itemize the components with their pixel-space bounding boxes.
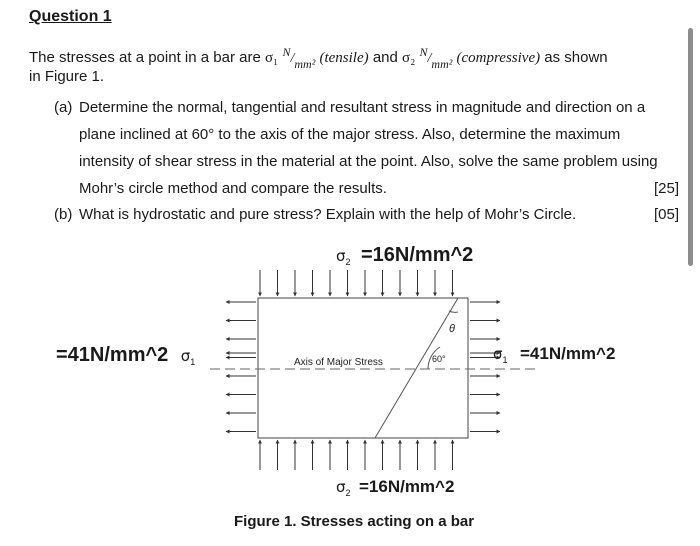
part-a-line-4: Mohr’s circle method and compare the results. xyxy=(79,180,387,197)
part-a-marks: [25] xyxy=(654,180,680,197)
part-a-label: (a) xyxy=(54,99,73,116)
sigma2-bottom-symbol: σ xyxy=(336,478,346,496)
unit-fraction-2: $^N/_{mm^2}$ xyxy=(419,45,453,71)
question-title: Question 1 xyxy=(29,8,112,25)
intro-text: The stresses at a point in a bar are xyxy=(29,49,261,66)
sigma2-symbol: σ₂ xyxy=(402,50,416,66)
bar-element-rectangle xyxy=(258,298,468,438)
sigma1-right-symbol: σ xyxy=(493,345,503,363)
sigma1-right-value: =41N/mm^2 xyxy=(519,344,616,363)
theta-arc xyxy=(449,311,458,312)
sigma2-top-subscript: 2 xyxy=(345,257,351,268)
unit-numerator: N xyxy=(419,45,428,59)
as-shown-text: as shown xyxy=(544,49,608,66)
left-tensile-arrows xyxy=(226,302,256,432)
sigma1-right-label xyxy=(493,344,615,365)
bottom-compressive-arrows xyxy=(260,440,453,470)
axis-label: Axis of Major Stress xyxy=(294,357,383,368)
inclined-plane-line xyxy=(375,298,458,438)
sigma1-left-symbol: σ xyxy=(180,347,191,365)
sigma2-bottom-label xyxy=(336,477,454,498)
intro-line-2: in Figure 1. xyxy=(29,68,105,85)
part-a-line-2: plane inclined at 60° to the axis of the major stress. Also, determine the maximum xyxy=(79,126,621,143)
figure-caption: Figure 1. Stresses acting on a bar xyxy=(234,513,475,530)
part-b-label: (b) xyxy=(54,206,73,223)
part-b-text: What is hydrostatic and pure stress? Explain with the help of Mohr’s Circle. xyxy=(79,206,577,223)
sigma2-bottom-subscript: 2 xyxy=(345,488,351,499)
sigma2-top-value: =16N/mm^2 xyxy=(360,244,474,266)
unit-fraction-1: $^N/_{mm^2}$ xyxy=(282,45,316,71)
sigma1-right-subscript: 1 xyxy=(502,355,508,366)
angle-label: 60° xyxy=(432,354,446,364)
sigma1-left-subscript: 1 xyxy=(190,357,196,368)
unit-numerator: N xyxy=(282,45,291,59)
sigma1-left-label xyxy=(56,344,195,367)
unit-denominator: mm² xyxy=(294,57,316,71)
sigma2-bottom-value: =16N/mm^2 xyxy=(358,477,455,496)
sigma1-left-value: =41N/mm^2 xyxy=(56,344,169,366)
sigma2-top-symbol: σ xyxy=(336,247,346,265)
sigma1-symbol: σ₁ xyxy=(264,50,279,66)
theta-label: θ xyxy=(449,323,455,335)
top-compressive-arrows xyxy=(260,270,453,296)
compressive-label: (compressive) xyxy=(456,50,541,66)
and-word: and xyxy=(372,49,398,66)
unit-denominator: mm² xyxy=(431,57,453,71)
sigma2-top-label xyxy=(336,244,473,267)
part-a-line-3: intensity of shear stress in the material at the point. Also, solve the same problem using xyxy=(79,153,658,170)
part-a-line-1: Determine the normal, tangential and resultant stress in magnitude and direction on a xyxy=(79,99,646,116)
tensile-label: (tensile) xyxy=(319,50,369,66)
part-b-marks: [05] xyxy=(654,206,680,223)
right-tensile-arrows xyxy=(470,302,500,432)
